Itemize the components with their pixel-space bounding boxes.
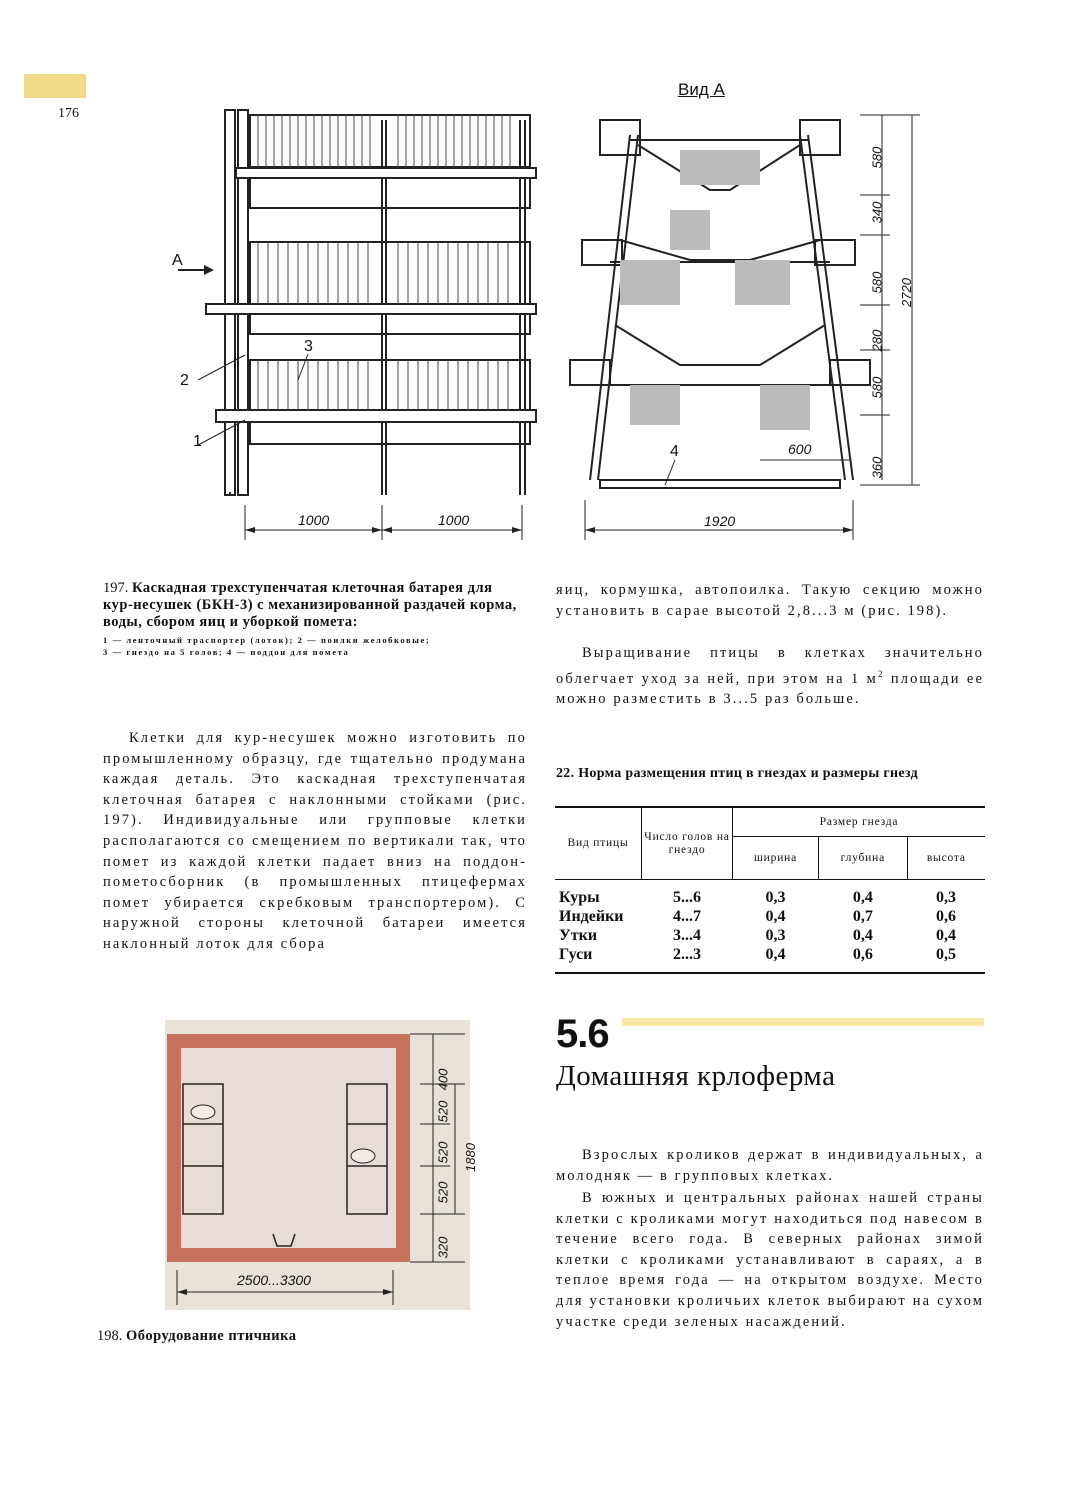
dim-198-520-c: 520 [435, 1181, 451, 1204]
dim-side-280: 280 [869, 329, 885, 352]
left-column-paragraph: Клетки для кур-несушек можно изготовить по промышленному образцу, где тщательно продумана каждая деталь. Это каскадная трехступенчатая клеточная батарея с наклонными стойками (рис. 197). Индивидуальные или групповые клетки располагаются со смещением по вертикали так, что помет из каждой клетки падает вниз на поддон-пометосборник (в промышленных птицефермах помет убирается скребковым транспортером). С наружной стороны клеточной батареи имеется наклонный лоток для сбора [103, 730, 527, 952]
dim-198-total: 1880 [462, 1143, 478, 1172]
species-cell: Индейки [559, 908, 624, 925]
dim-side-width: 1920 [704, 513, 736, 529]
caption-198-title: Оборудование птичника [126, 1328, 297, 1344]
page-corner-tab [24, 74, 86, 98]
section-rule [622, 1018, 984, 1026]
caption-197-legend-2: 3 — гнездо на 5 голов; 4 — поддон для помета [103, 647, 350, 657]
count-cell: 2...3 [673, 946, 701, 963]
height-cell: 0,3 [936, 889, 957, 906]
callout-2: 2 [180, 372, 189, 389]
figure-197-front-view [170, 100, 550, 550]
dim-198-520-b: 520 [435, 1141, 451, 1164]
superscript: 2 [877, 668, 885, 679]
table-row [555, 907, 985, 926]
species-cell: Куры [559, 889, 600, 906]
height-cell: 0,5 [936, 946, 957, 963]
callout-3: 3 [304, 338, 313, 355]
depth-cell: 0,4 [852, 927, 873, 944]
table-row [555, 888, 985, 907]
header-size: Размер гнезда [733, 807, 986, 837]
figure-197-caption [103, 580, 523, 658]
dim-front-1: 1000 [298, 512, 330, 528]
callout-4: 4 [670, 443, 679, 460]
dim-198-320: 320 [435, 1236, 451, 1259]
section-paragraph-1: Взрослых кроликов держат в индивидуальных, а молодняк — в групповых клетках. [556, 1147, 984, 1184]
arrow-a-label: А [172, 252, 183, 269]
dim-side-360: 360 [869, 456, 885, 479]
table-22 [555, 806, 985, 974]
table-row [555, 926, 985, 945]
header-width: ширина [733, 837, 819, 880]
dim-side-580-low: 580 [869, 376, 885, 399]
header-height: высота [907, 837, 985, 880]
width-cell: 0,4 [765, 908, 786, 925]
dim-side-580-mid: 580 [869, 271, 885, 294]
table-row [555, 945, 985, 973]
count-cell: 4...7 [673, 908, 701, 925]
dim-side-600: 600 [788, 441, 812, 457]
table-22-title: 22. Норма размещения птиц в гнездах и размеры гнезд [556, 766, 918, 781]
width-cell: 0,4 [765, 946, 786, 963]
dim-198-520-a: 520 [435, 1100, 451, 1123]
dim-198-400: 400 [435, 1068, 451, 1091]
page-number: 176 [58, 106, 79, 121]
width-cell: 0,3 [765, 927, 786, 944]
depth-cell: 0,4 [852, 889, 873, 906]
dim-side-580-top: 580 [869, 146, 885, 169]
callout-1: 1 [193, 433, 202, 450]
figure-198-poultry-house [165, 1020, 470, 1310]
caption-197-number: 197. [103, 580, 129, 596]
right-column-paragraph-2 [556, 643, 984, 710]
paragraph-2-end: площади ее можно разместить в 3...5 раз больше. [556, 670, 984, 708]
caption-198-number: 198. [97, 1328, 123, 1344]
dim-front-2: 1000 [438, 512, 470, 528]
dim-198-width: 2500...3300 [237, 1272, 311, 1288]
caption-197-legend-1: 1 — ленточный траспортер (лоток); 2 — поилки желобковые; [103, 635, 431, 645]
caption-197-title: Каскадная трехступенчатая клеточная батарея для кур-несушек (БКН-3) с механизированной раздачей корма, воды, сбором яиц и уборкой помета: [103, 580, 517, 630]
view-a-label: Вид А [678, 80, 725, 99]
header-species: Вид птицы [555, 807, 642, 880]
figure-198-caption [97, 1328, 296, 1345]
species-cell: Утки [559, 927, 598, 944]
depth-cell: 0,7 [852, 908, 873, 925]
depth-cell: 0,6 [852, 946, 873, 963]
right-column-paragraph-1: яиц, кормушка, автопоилка. Такую секцию можно установить в сарае высотой 2,8...3 м (рис. 198). [556, 582, 984, 619]
header-count: Число голов на гнездо [642, 807, 733, 880]
count-cell: 3...4 [673, 927, 701, 944]
height-cell: 0,6 [936, 908, 957, 925]
paragraph-2-text: Выращивание птицы в клетках значительно облегчает уход за ней, при этом на 1 м [556, 645, 984, 687]
section-paragraph-2: В южных и центральных районах нашей страны клетки с кроликами могут находиться под навесом в течение всего года. В северных районах зимой клетки с кроликами устанавливают в сараях, а в теплое время года — на открытом воздухе. Место для установки кроличьих клеток выбирают на сухом участке среди зеленых насаждений. [556, 1190, 984, 1330]
section-title: Домашняя крлоферма [556, 1060, 836, 1092]
width-cell: 0,3 [765, 889, 786, 906]
species-cell: Гуси [559, 946, 593, 963]
dim-side-340: 340 [869, 201, 885, 224]
section-number: 5.6 [556, 1012, 609, 1056]
count-cell: 5...6 [673, 889, 701, 906]
dim-side-total: 2720 [898, 278, 914, 307]
height-cell: 0,4 [936, 927, 957, 944]
header-depth: глубина [819, 837, 908, 880]
